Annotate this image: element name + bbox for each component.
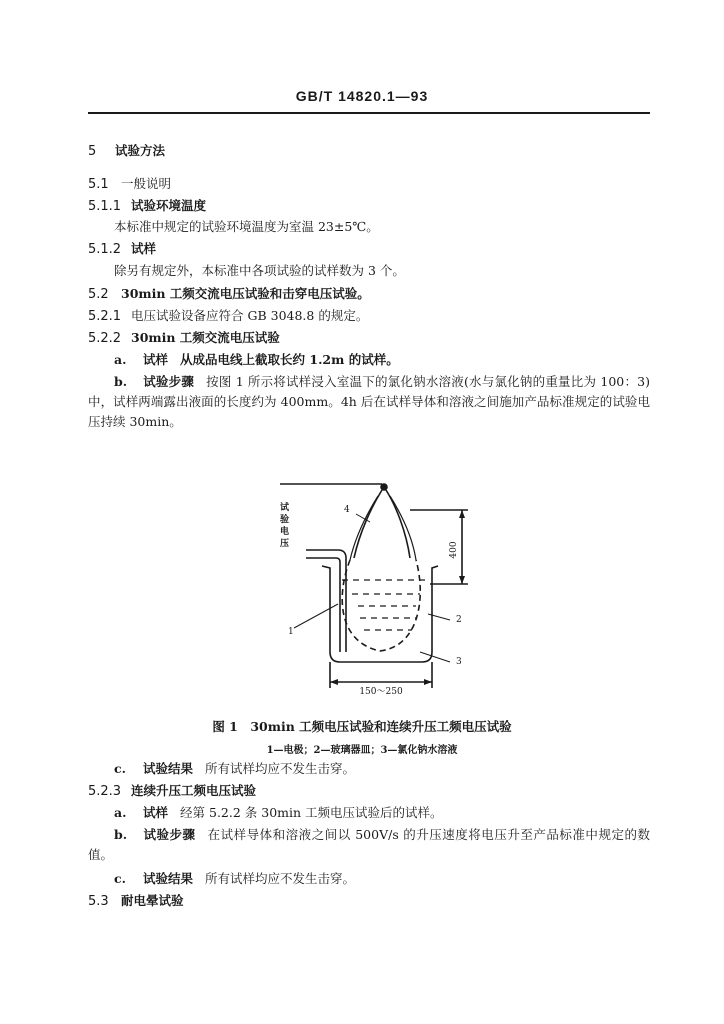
item-heading: 试样: [143, 352, 169, 367]
item-marker: a.: [114, 352, 127, 367]
voltage-char: 验: [280, 515, 290, 525]
section-title: 试样: [131, 241, 157, 256]
item-c-result: [114, 761, 355, 777]
dimension-width-label: 150～250: [359, 687, 403, 697]
section-body: 电压试验设备应符合 GB 3048.8 的规定。: [131, 308, 369, 323]
figure-1-legend: 1—电极；2—玻璃器皿；3—氯化钠水溶液: [266, 745, 458, 756]
section-5-3-heading: [88, 893, 184, 910]
item-body: 经第 5.2.2 条 30min 工频电压试验后的试样。: [180, 805, 443, 820]
specimen-left-end: [354, 490, 382, 558]
callout-3: 3: [456, 657, 462, 667]
section-number: 5: [88, 144, 97, 159]
section-title: 试验环境温度: [131, 198, 207, 213]
section-5-heading: [88, 143, 165, 160]
dimension-400-label: 400: [449, 541, 459, 559]
item-a-specimen: [114, 352, 399, 368]
voltage-char: 压: [280, 539, 290, 549]
standard-code-header: GB/T 14820.1—93: [295, 88, 429, 104]
item-body: 从成品电线上截取长约 1.2m 的试样。: [180, 352, 399, 367]
voltage-char: 电: [280, 527, 290, 537]
header-rule: [88, 112, 650, 114]
item-marker: b.: [114, 374, 128, 389]
item-b-procedure: [88, 372, 650, 432]
section-title: 30min 工频交流电压试验: [131, 330, 280, 345]
section-5-2-3-heading: [88, 783, 256, 800]
figure-1-caption: 图 1 30min 工频电压试验和连续升压工频电压试验: [212, 719, 512, 734]
section-5-1-1-heading: [88, 198, 206, 215]
section-5-2-1: [88, 308, 368, 325]
saline-solution: [342, 580, 428, 630]
section-5-1-heading: [88, 176, 171, 193]
voltage-char: 试: [280, 503, 290, 513]
item-marker: c.: [114, 871, 126, 886]
item-body: 在试样导体和溶液之间以 500V/s 的升压速度将电压升至产品标准中规定的数值。: [88, 827, 650, 862]
item-heading: 试验结果: [143, 761, 194, 776]
section-5-2-2-heading: [88, 330, 280, 347]
section-number: 5.1.2: [88, 242, 122, 257]
section-title: 连续升压工频电压试验: [131, 783, 257, 798]
section-number: 5.3: [88, 894, 109, 909]
specimen-right-end: [386, 490, 410, 558]
section-title: 耐电晕试验: [121, 893, 184, 908]
item-b-procedure: [88, 825, 650, 865]
item-marker: c.: [114, 761, 126, 776]
item-body: 所有试样均应不发生击穿。: [205, 871, 356, 886]
item-a-specimen: [114, 805, 443, 821]
section-number: 5.2: [88, 287, 109, 302]
callout-1: 1: [288, 627, 294, 637]
section-number: 5.1.1: [88, 199, 122, 214]
section-title: 一般说明: [121, 176, 172, 191]
item-heading: 试验步骤: [143, 827, 196, 842]
item-c-result: [114, 871, 355, 887]
section-title: 30min 工频交流电压试验和击穿电压试验。: [121, 286, 370, 301]
section-title: 试验方法: [115, 143, 166, 158]
item-body: 所有试样均应不发生击穿。: [205, 761, 356, 776]
item-marker: a.: [114, 805, 127, 820]
section-5-1-2-body: 除另有规定外，本标准中各项试验的试样数为 3 个。: [114, 263, 405, 278]
section-number: 5.2.1: [88, 309, 122, 324]
item-heading: 试样: [143, 805, 169, 820]
item-marker: b.: [114, 827, 128, 842]
section-number: 5.1: [88, 177, 109, 192]
section-5-1-1-body: 本标准中规定的试验环境温度为室温 23±5℃。: [114, 219, 379, 234]
section-5-2-heading: [88, 286, 370, 303]
voltage-label: [280, 501, 290, 549]
figure-1-diagram: [260, 476, 480, 706]
item-body: 按图 1 所示将试样浸入室温下的氯化钠水溶液(水与氯化钠的重量比为 100：3)中，试样两端露出液面的长度约为 400mm。4h 后在试样导体和溶液之间施加产品标准规定的试验电压持续 30min。: [88, 374, 650, 429]
wire-connector: [381, 484, 387, 490]
item-heading: 试验结果: [143, 871, 194, 886]
callout-4: 4: [344, 505, 350, 515]
item-heading: 试验步骤: [143, 374, 195, 389]
section-number: 5.2.2: [88, 331, 122, 346]
section-number: 5.2.3: [88, 784, 122, 799]
callout-2: 2: [456, 615, 462, 625]
section-5-1-2-heading: [88, 241, 156, 258]
